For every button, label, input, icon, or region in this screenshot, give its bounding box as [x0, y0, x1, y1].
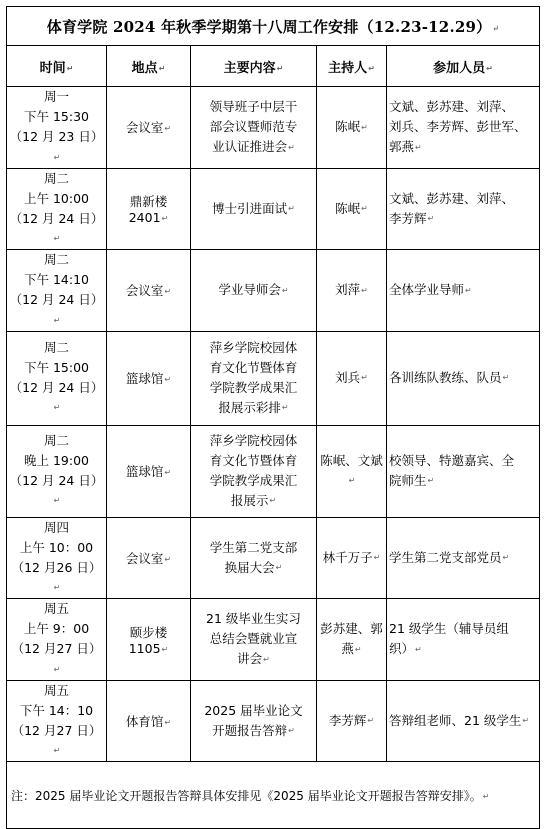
- attendees-cell: [387, 425, 540, 517]
- time-cell-line: 周二: [43, 339, 69, 355]
- host-cell-line: 陈岷、文斌↵: [320, 452, 383, 486]
- paragraph-mark: ↵: [415, 644, 422, 654]
- host-cell: [317, 331, 387, 425]
- attendees-cell-line: 校领导、特邀嘉宾、全: [389, 452, 515, 468]
- time-cell: [7, 425, 107, 517]
- paragraph-mark: ↵: [53, 403, 61, 413]
- paragraph-mark: ↵: [361, 204, 368, 213]
- paragraph-mark: ↵: [275, 563, 283, 572]
- content-cell-line: 萍乡学院校园体: [209, 339, 298, 355]
- place-text: 鼎新楼 2401: [128, 194, 168, 226]
- paragraph-mark: ↵: [281, 403, 289, 413]
- place-cell: [107, 680, 191, 762]
- place-text: 会议室: [125, 283, 164, 299]
- paragraph-mark: ↵: [522, 716, 530, 725]
- header-time: [7, 46, 107, 87]
- attendees-cell: [387, 599, 540, 681]
- document: [6, 6, 539, 829]
- paragraph-mark: ↵: [361, 285, 368, 295]
- host-cell-line: 林千万子↵: [322, 549, 381, 565]
- content-cell-line: 领导班子中层干: [209, 99, 298, 114]
- time-cell-line: 晚上 19:00: [24, 452, 89, 468]
- header-row: [7, 46, 540, 87]
- time-cell-line: （12 月 23 日）↵: [9, 129, 104, 162]
- time-cell: [7, 599, 107, 681]
- place-cell: [107, 517, 191, 599]
- content-cell: [191, 87, 317, 169]
- time-cell-line: 上午 9：00: [23, 621, 90, 636]
- paragraph-mark: ↵: [502, 373, 510, 383]
- attendees-cell-line: 21 级学生（辅导员组: [389, 621, 509, 636]
- header-attendees-text: 参加人员: [433, 60, 486, 76]
- table-title: [7, 7, 540, 46]
- attendees-cell-line: 织）↵: [389, 641, 422, 656]
- place-text: 体育馆: [125, 713, 164, 729]
- host-cell: [317, 680, 387, 762]
- content-cell-line: 总结会暨就业宣: [209, 631, 298, 646]
- time-cell-line: （12 月27 日）↵: [11, 641, 102, 674]
- time-cell-line: 上午 10：00: [19, 539, 94, 555]
- paragraph-mark: ↵: [288, 726, 295, 735]
- content-cell-line: 2025 届毕业论文: [204, 702, 303, 718]
- host-cell: [317, 599, 387, 681]
- time-cell-line: （12 月 24 日）↵: [9, 292, 104, 325]
- paragraph-mark: ↵: [161, 644, 169, 654]
- table-row: [7, 250, 540, 332]
- time-cell: [7, 87, 107, 169]
- attendees-cell: [387, 168, 540, 250]
- attendees-cell-line: 学生第二党支部党员↵: [389, 549, 510, 565]
- time-cell-line: （12 月26 日）↵: [11, 559, 102, 592]
- content-cell: [191, 517, 317, 599]
- time-cell-line: （12 月27 日）↵: [11, 722, 102, 755]
- place-cell: [107, 168, 191, 250]
- paragraph-mark: ↵: [164, 717, 172, 727]
- header-host-text: 主持人: [328, 60, 368, 76]
- host-cell-line: 陈岷↵: [335, 119, 368, 134]
- content-cell-line: 学业导师会↵: [218, 282, 289, 297]
- header-attendees: [387, 46, 540, 87]
- table-title-text: 体育学院 2024 年秋季学期第十八周工作安排（12.23-12.29）: [46, 17, 492, 36]
- paragraph-mark: ↵: [53, 583, 61, 592]
- time-cell-line: 下午 14:10: [24, 272, 89, 287]
- host-cell: [317, 425, 387, 517]
- host-cell: [317, 517, 387, 599]
- footnote-text: 注：2025 届毕业论文开题报告答辩具体安排见《2025 届毕业论文开题报告答辩安排》。: [11, 788, 482, 803]
- host-cell: [317, 87, 387, 169]
- paragraph-mark: ↵: [164, 468, 172, 477]
- content-cell-line: 部会议暨师范专: [209, 119, 298, 134]
- content-cell-line: 学院教学成果汇: [209, 472, 298, 488]
- content-cell-line: 报展示彩排↵: [218, 399, 289, 415]
- place-text: 篮球馆: [125, 464, 164, 479]
- time-cell-line: 下午 15:00: [24, 359, 89, 375]
- paragraph-mark: ↵: [368, 63, 375, 73]
- content-cell: [191, 425, 317, 517]
- paragraph-mark: ↵: [482, 791, 490, 801]
- place-text: 颐步楼 1105: [128, 624, 168, 656]
- schedule-table: [6, 6, 540, 829]
- content-cell-line: 开题报告答辩↵: [212, 722, 295, 738]
- time-cell-line: 周二: [43, 432, 69, 448]
- content-cell-line: 讲会↵: [237, 651, 270, 666]
- table-row: [7, 517, 540, 599]
- table-row: [7, 168, 540, 250]
- attendees-cell-line: 各训练队教练、队员↵: [389, 369, 510, 385]
- content-cell-line: 21 级毕业生实习: [206, 611, 301, 626]
- paragraph-mark: ↵: [367, 716, 375, 725]
- header-content: [191, 46, 317, 87]
- time-cell-line: 上午 10:00: [24, 190, 89, 206]
- note-row: [7, 762, 540, 829]
- content-cell: [191, 250, 317, 332]
- paragraph-mark: ↵: [502, 553, 510, 562]
- content-cell: [191, 599, 317, 681]
- attendees-cell: [387, 680, 540, 762]
- paragraph-mark: ↵: [161, 214, 169, 224]
- host-cell-line: 刘萍↵: [335, 282, 368, 297]
- content-cell-line: 育文化节暨体育: [209, 359, 298, 375]
- paragraph-mark: ↵: [415, 142, 422, 152]
- attendees-cell-line: 李芳辉↵: [389, 210, 435, 226]
- time-cell-line: （12 月 24 日）↵: [9, 379, 104, 413]
- table-row: [7, 599, 540, 681]
- paragraph-mark: ↵: [486, 63, 493, 73]
- time-cell: [7, 517, 107, 599]
- content-cell: [191, 680, 317, 762]
- header-place-text: 地点: [131, 60, 158, 76]
- host-cell-line: 刘兵↵: [335, 369, 368, 385]
- paragraph-mark: ↵: [427, 214, 435, 223]
- header-content-text: 主要内容: [223, 60, 276, 76]
- table-row: [7, 331, 540, 425]
- attendees-cell-line: 全体学业导师↵: [389, 282, 472, 297]
- time-cell: [7, 250, 107, 332]
- paragraph-mark: ↵: [348, 476, 356, 486]
- paragraph-mark: ↵: [354, 644, 362, 654]
- host-cell-line: 李芳辉↵: [328, 712, 375, 728]
- host-cell-line: 燕↵: [341, 641, 362, 656]
- place-cell: [107, 250, 191, 332]
- paragraph-mark: ↵: [288, 142, 295, 152]
- attendees-cell: [387, 87, 540, 169]
- paragraph-mark: ↵: [373, 553, 381, 562]
- content-cell: [191, 331, 317, 425]
- attendees-cell-line: 郭燕↵: [389, 139, 422, 154]
- content-cell-line: 报展示↵: [230, 492, 277, 508]
- footnote: [7, 762, 540, 829]
- place-cell: [107, 425, 191, 517]
- host-cell: [317, 168, 387, 250]
- header-host: [317, 46, 387, 87]
- time-cell-line: 下午 14：10: [19, 702, 94, 718]
- paragraph-mark: ↵: [164, 124, 172, 134]
- attendees-cell-line: 院师生↵: [389, 472, 435, 488]
- attendees-cell-line: 答辩组老师、21 级学生↵: [389, 712, 530, 728]
- attendees-cell: [387, 250, 540, 332]
- time-cell-line: 周一: [43, 89, 69, 104]
- paragraph-mark: ↵: [465, 285, 472, 295]
- host-cell-line: 彭苏建、郭: [320, 621, 383, 636]
- content-cell-line: 学生第二党支部: [209, 539, 298, 555]
- table-row: [7, 87, 540, 169]
- paragraph-mark: ↵: [361, 373, 368, 383]
- time-cell: [7, 168, 107, 250]
- host-cell: [317, 250, 387, 332]
- paragraph-mark: ↵: [361, 122, 368, 132]
- paragraph-mark: ↵: [158, 63, 166, 73]
- place-cell: [107, 599, 191, 681]
- paragraph-mark: ↵: [492, 22, 500, 33]
- paragraph-mark: ↵: [427, 476, 435, 486]
- host-cell-line: 陈岷↵: [335, 200, 368, 216]
- time-cell: [7, 331, 107, 425]
- header-time-text: 时间: [39, 60, 66, 76]
- attendees-cell: [387, 331, 540, 425]
- time-cell-line: 周五: [43, 682, 69, 698]
- time-cell-line: 下午 15:30: [24, 109, 89, 124]
- content-cell-line: 换届大会↵: [224, 559, 283, 575]
- time-cell: [7, 680, 107, 762]
- content-cell-line: 业认证推进会↵: [212, 139, 295, 154]
- time-cell-line: 周五: [43, 601, 69, 616]
- paragraph-mark: ↵: [281, 285, 289, 295]
- paragraph-mark: ↵: [164, 375, 172, 384]
- place-text: 会议室: [125, 550, 164, 566]
- attendees-cell-line: 文斌、彭苏建、刘萍、: [389, 99, 515, 114]
- time-cell-line: 周二: [43, 252, 69, 267]
- paragraph-mark: ↵: [53, 746, 61, 755]
- header-place: [107, 46, 191, 87]
- paragraph-mark: ↵: [276, 63, 284, 73]
- table-row: [7, 425, 540, 517]
- content-cell-line: 萍乡学院校园体: [209, 432, 298, 448]
- time-cell-line: （12 月 24 日）↵: [9, 210, 104, 243]
- place-cell: [107, 331, 191, 425]
- paragraph-mark: ↵: [269, 496, 277, 506]
- paragraph-mark: ↵: [164, 287, 172, 297]
- paragraph-mark: ↵: [53, 152, 61, 162]
- paragraph-mark: ↵: [66, 63, 74, 73]
- attendees-cell-line: 文斌、彭苏建、刘萍、: [389, 190, 515, 206]
- paragraph-mark: ↵: [263, 654, 270, 664]
- place-text: 篮球馆: [125, 371, 164, 386]
- place-cell: [107, 87, 191, 169]
- time-cell-line: 周二: [43, 170, 69, 186]
- title-row: [7, 7, 540, 46]
- table-row: [7, 680, 540, 762]
- content-cell-line: 博士引进面试↵: [212, 200, 295, 216]
- time-cell-line: 周四: [43, 519, 69, 535]
- paragraph-mark: ↵: [53, 496, 61, 506]
- place-text: 会议室: [125, 120, 164, 136]
- content-cell-line: 学院教学成果汇: [209, 379, 298, 395]
- paragraph-mark: ↵: [53, 664, 61, 674]
- content-cell: [191, 168, 317, 250]
- paragraph-mark: ↵: [53, 234, 61, 243]
- attendees-cell: [387, 517, 540, 599]
- time-cell-line: （12 月 24 日）↵: [9, 472, 104, 506]
- content-cell-line: 育文化节暨体育: [209, 452, 298, 468]
- paragraph-mark: ↵: [164, 554, 172, 564]
- paragraph-mark: ↵: [288, 204, 295, 213]
- paragraph-mark: ↵: [53, 315, 61, 325]
- attendees-cell-line: 刘兵、李芳辉、彭世军、: [389, 119, 527, 134]
